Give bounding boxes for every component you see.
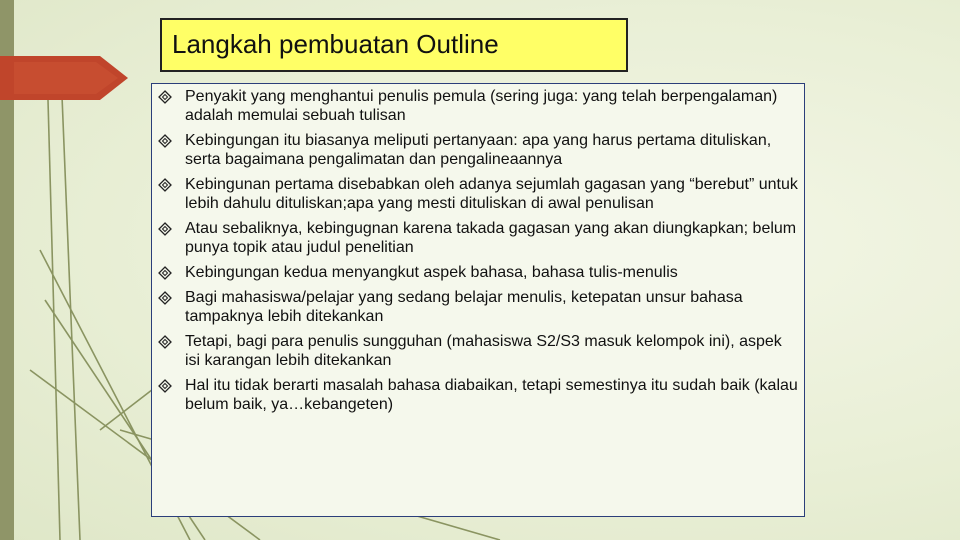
bullet-text: Atau sebaliknya, kebingugnan karena takada gagasan yang akan diungkapkan; belum punya topik atau judul penelitian [185,220,797,256]
bullet-text: Hal itu tidak berarti masalah bahasa diabaikan, tetapi semestinya itu sudah baik (kalau belum baik, ya…kebangeten) [185,377,798,413]
diamond-bullet-icon [158,335,172,349]
diamond-bullet-icon [158,379,172,393]
bullet-item-2 [158,131,798,169]
bullet-text: Kebingunan pertama disebabkan oleh adanya sejumlah gagasan yang “berebut” untuk lebih dahulu dituliskan;apa yang mesti dituliskan di awal penulisan [185,176,798,212]
bullet-item-5 [158,263,798,282]
bullet-text: Penyakit yang menghantui penulis pemula (sering juga: yang telah berpengalaman) adalah memulai sebuah tulisan [185,88,778,124]
diamond-bullet-icon [158,90,172,104]
diamond-bullet-icon [158,134,172,148]
diamond-bullet-icon [158,222,172,236]
bullet-item-4 [158,219,798,257]
title-box [160,18,628,72]
bullet-text: Kebingungan itu biasanya meliputi pertanyaan: apa yang harus pertama dituliskan, serta bagaimana pengalimatan dan pengalineaannya [185,132,772,168]
bullet-item-1 [158,87,798,125]
diamond-bullet-icon [158,291,172,305]
bullet-text: Kebingungan kedua menyangkut aspek bahasa, bahasa tulis-menulis [185,264,678,281]
bullet-item-3 [158,175,798,213]
red-arrow-accent [0,56,128,100]
bullet-item-7 [158,332,798,370]
slide-title: Langkah pembuatan Outline [172,29,499,59]
bullet-text: Tetapi, bagi para penulis sungguhan (mahasiswa S2/S3 masuk kelompok ini), aspek isi karangan lebih ditekankan [185,333,782,369]
bullet-list [158,87,798,420]
content-box [151,83,805,517]
diamond-bullet-icon [158,266,172,280]
left-side-band [0,0,14,540]
bullet-text: Bagi mahasiswa/pelajar yang sedang belajar menulis, ketepatan unsur bahasa tampaknya lebih ditekankan [185,289,743,325]
bullet-item-8 [158,376,798,414]
bullet-item-6 [158,288,798,326]
diamond-bullet-icon [158,178,172,192]
